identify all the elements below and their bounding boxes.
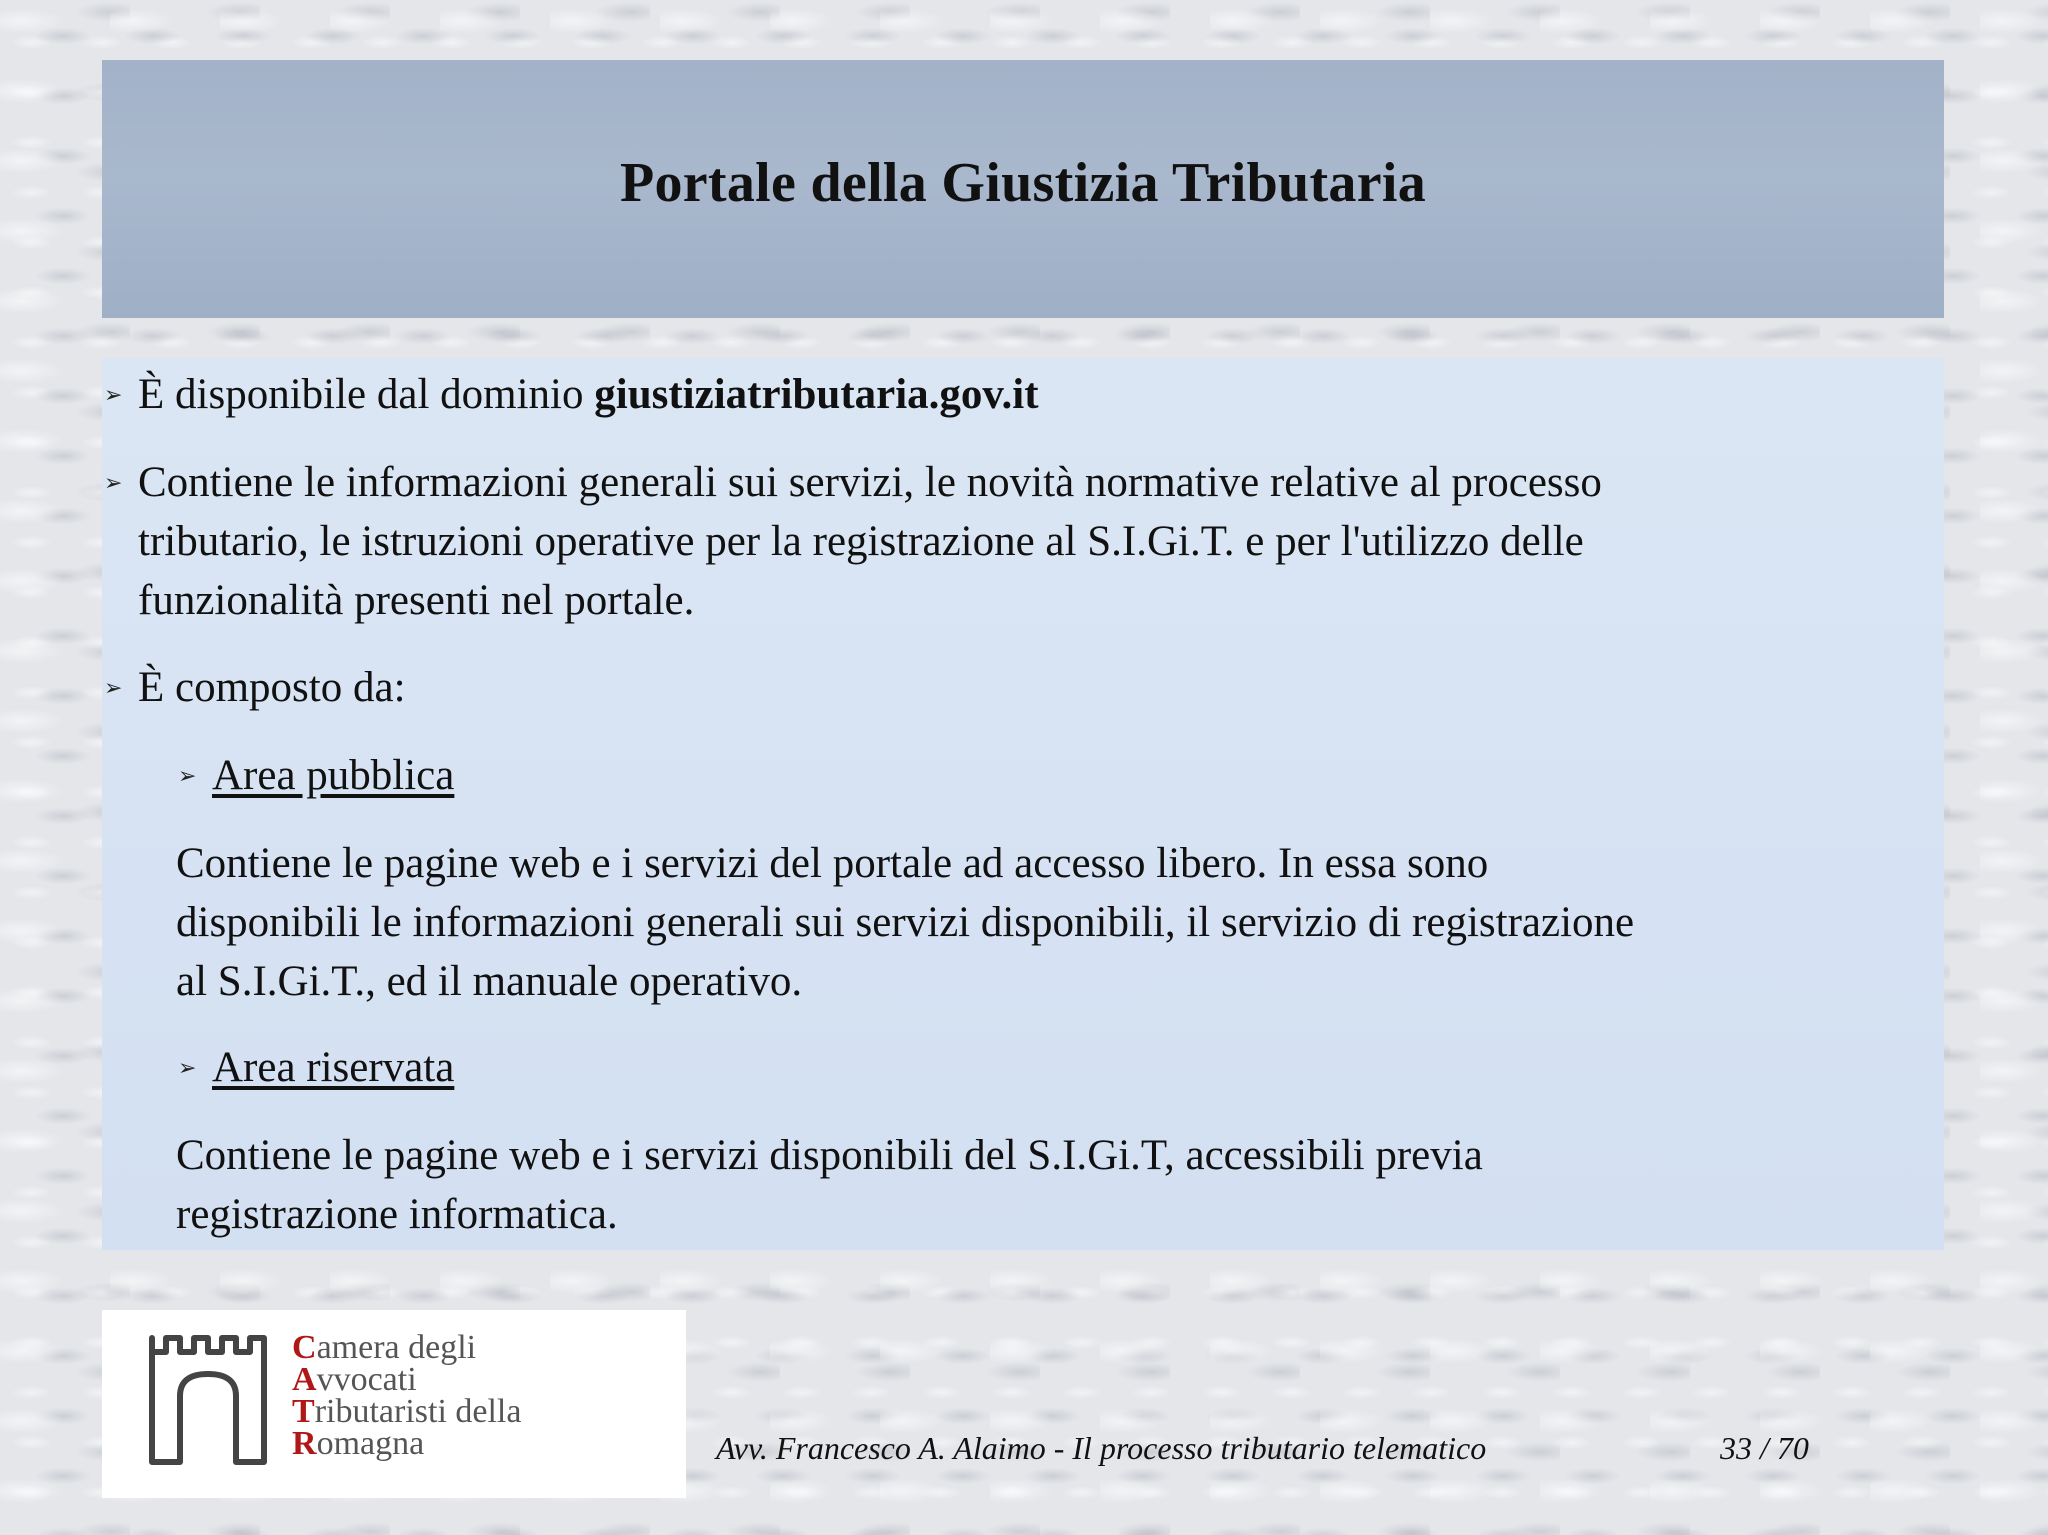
title-band [102,60,1944,318]
list-item-composition: È composto da: [138,664,406,711]
bullet-icon: ➢ [104,470,123,495]
heading-area-pubblica: Area pubblica [212,752,455,799]
desc-area-riservata [176,1126,1483,1244]
list-item-domain [138,365,1039,424]
text-line: al S.I.Gi.T., ed il manuale operativo. [176,958,803,1005]
heading-area-riservata: Area riservata [212,1044,455,1091]
slide-title: Portale della Giustizia Tributaria [619,152,1427,214]
desc-area-pubblica [176,834,1634,1011]
logo-text: Camera degli Avvocati Tributaristi della Romagna [292,1329,522,1462]
text-line: registrazione informatica. [176,1191,618,1238]
page-number: 33 / 70 [1720,1430,1809,1466]
bullet-icon: ➢ [104,382,123,407]
text-line: funzionalità presenti nel portale. [138,577,695,624]
domain-prefix: È disponibile dal dominio [138,371,595,418]
text-line: tributario, le istruzioni operative per la registrazione al S.I.Gi.T. e per l'utilizzo delle [138,518,1584,565]
logo [102,1310,686,1498]
tower-icon [144,1330,274,1470]
text-line: Contiene le pagine web e i servizi del portale ad accesso libero. In essa sono [176,840,1489,887]
bullet-icon: ➢ [178,763,197,788]
bullet-icon: ➢ [178,1055,197,1080]
bullet-icon: ➢ [104,675,123,700]
footer-author-title: Avv. Francesco A. Alaimo - Il processo tributario telematico [716,1430,1487,1466]
text-line: disponibili le informazioni generali sui servizi disponibili, il servizio di registrazione [176,899,1635,946]
text-line: Contiene le pagine web e i servizi disponibili del S.I.Gi.T, accessibili previa [176,1132,1483,1179]
list-item-contents [138,453,1602,630]
text-line: Contiene le informazioni generali sui servizi, le novità normative relative al processo [138,459,1602,506]
domain-name: giustiziatributaria.gov.it [594,371,1039,418]
